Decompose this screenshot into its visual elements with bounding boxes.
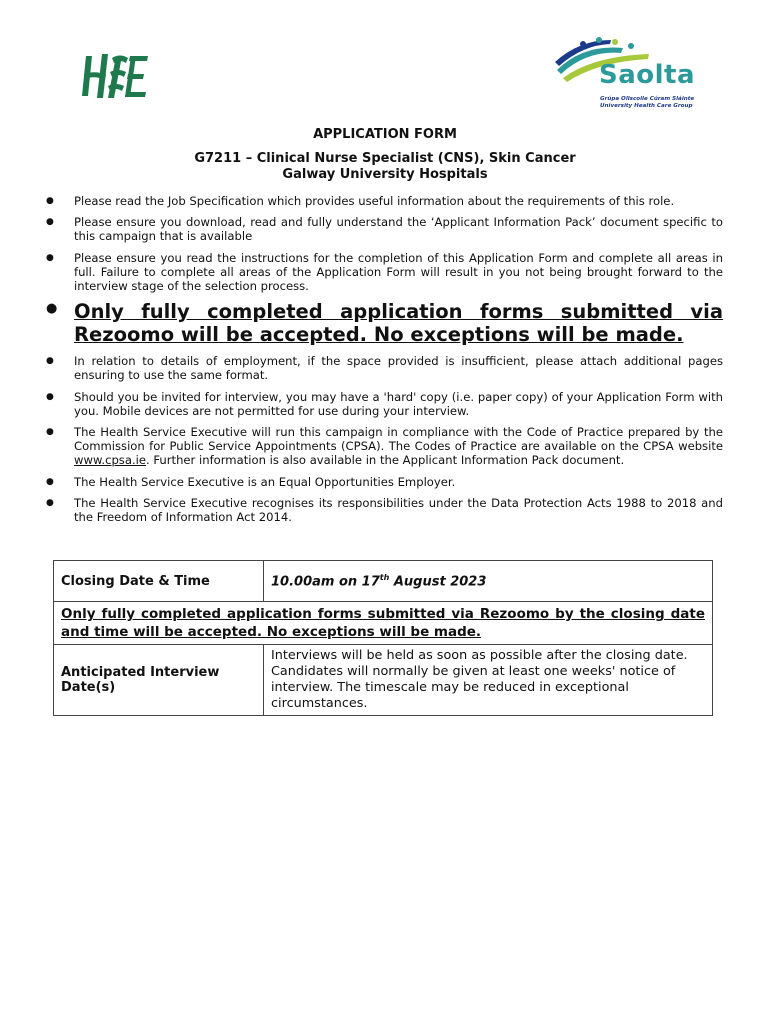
saolta-logo (553, 36, 713, 116)
closing-date-value: 10.00am on 17th August 2023 (264, 561, 713, 602)
list-item: ● Should you be invited for interview, you may have a 'hard' copy (i.e. paper copy) of your Application Form with you. Mobile devices are not permitted for use during your interview. (46, 389, 723, 418)
list-item: ● In relation to details of employment, if the space provided is insufficient, please attach additional pages ensuring to use the same format. (46, 354, 723, 383)
hospital-name: Galway University Hospitals (282, 167, 488, 182)
form-title: APPLICATION FORM (313, 127, 457, 142)
bullet-icon: ● (46, 497, 54, 508)
table-row (54, 561, 713, 602)
bullet-icon: ● (46, 217, 54, 228)
hse-logo (76, 50, 152, 104)
bullet-icon: ● (46, 252, 54, 263)
cpsa-link[interactable]: www.cpsa.ie (74, 453, 146, 468)
bullet-icon: ● (46, 476, 54, 487)
bullet-icon: ● (46, 196, 54, 206)
closing-date-label: Closing Date & Time (54, 561, 264, 602)
saolta-subtitle-irish: Grúpa Ollscoile Cúram Sláinte (600, 96, 695, 102)
interview-date-value: Interviews will be held as soon as possible after the closing date. Candidates will normally be given at least one weeks' notice of interview. The timescale may be reduced in exceptional circumstances. (264, 645, 713, 716)
saolta-wordmark: Saolta (599, 60, 696, 90)
list-item: ● Please ensure you read the instructions for the completion of this Application Form and complete all areas in full. Failure to complete all areas of the Application Form will result in you not being brought forward to the interview stage of the selection process. (46, 250, 723, 294)
form-header (0, 127, 770, 183)
saolta-subtitle (600, 96, 720, 111)
table-row (54, 602, 713, 645)
interview-date-label: Anticipated Interview Date(s) (54, 645, 264, 716)
bullet-icon: ● (46, 356, 54, 367)
closing-warning: Only fully completed application forms submitted via Rezoomo by the closing date and time will be accepted. No exceptions will be made. (54, 602, 713, 645)
list-item: ● The Health Service Executive recognises its responsibilities under the Data Protection Acts 1988 to 2018 and the Freedom of Information Act 2014. (46, 495, 723, 525)
list-item: ● Please ensure you download, read and fully understand the ‘Applicant Information Pack’ document specific to this campaign that is available (46, 215, 723, 244)
hse-logo-mark (76, 50, 152, 104)
list-item: ● The Health Service Executive will run this campaign in compliance with the Code of Practice prepared by the Commission for Public Service Appointments (CPSA). The Codes of Practice are available on the CPSA website www.cpsa.ie. Further information is also available in the Applicant Information Pack document. (46, 425, 723, 468)
instructions-list (46, 194, 723, 531)
post-title: G7211 – Clinical Nurse Specialist (CNS), Skin Cancer (194, 151, 576, 166)
list-item-emphasis: ● Only fully completed application forms submitted via Rezoomo will be accepted. No exceptions will be made. (46, 300, 723, 347)
bullet-icon: ● (46, 427, 54, 438)
table-row (54, 645, 713, 716)
closing-info-table (53, 560, 713, 716)
list-item: ● Please read the Job Specification which provides useful information about the requirements of this role. (46, 194, 675, 208)
bullet-icon: ● (46, 391, 54, 402)
bullet-icon: ● (46, 301, 58, 317)
saolta-subtitle-english: University Health Care Group (600, 103, 693, 110)
list-item: ● The Health Service Executive is an Equal Opportunities Employer. (46, 474, 456, 489)
